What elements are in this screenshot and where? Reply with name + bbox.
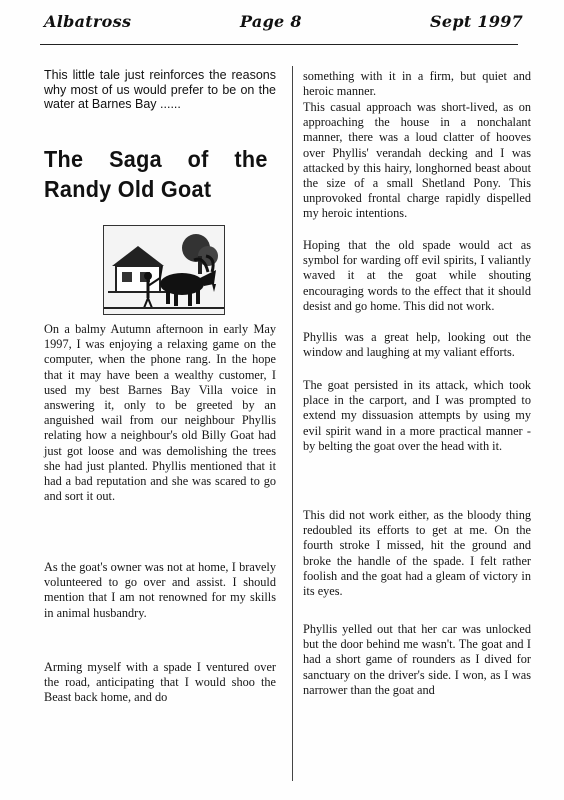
article-title-line-1: The Saga of the <box>44 146 268 172</box>
article-paragraph: Hoping that the old spade would act as symbol for warding off evil spirits, I valiantly waved it at the goat while shouting encouraging words to the effect that it should desist and go home. This did not work. <box>303 238 531 313</box>
newsletter-name: Albatross <box>44 12 132 31</box>
article-title <box>44 144 270 204</box>
article-paragraph: Phyllis was a great help, looking out the window and laughing at my valiant efforts. <box>303 330 531 360</box>
article-paragraph: This did not work either, as the bloody thing redoubled its efforts to get at me. On the fourth stroke I missed, hit the ground and broke the handle of the spade. I felt rather foolish and the goat had a gleam of victory in its eyes. <box>303 508 531 599</box>
article-title-line-2: Randy Old Goat <box>44 176 212 202</box>
article-paragraph: Arming myself with a spade I ventured over the road, anticipating that I would shoo the Beast back home, and do <box>44 660 276 705</box>
article-paragraph: This casual approach was short-lived, as on approaching the house in a nonchalant manner, there was a loud clatter of hooves over Phyllis' verandah decking and I was attacked by this hairy, longhorned beast about the size of a small Shetland Pony. This unprovoked frontal charge rapidly dispelled my heroic intentions. <box>303 100 531 221</box>
page-number: Page 8 <box>240 12 302 31</box>
article-paragraph: The goat persisted in its attack, which took place in the carport, and I was prompted to extend my dissuasion attempts by using my evil spirit wand in a more practical manner - by belting the goat over the head with it. <box>303 378 531 453</box>
article-paragraph: On a balmy Autumn afternoon in early May 1997, I was enjoying a relaxing game on the computer, when the phone rang. In the hope that it may have been a wealthy customer, I used my best Barnes Bay Villa voice in answering it, only to be greeted by an anguished wail from our neighbour Phyllis relating how a neighbour's old Billy Goat had just got loose and was demolishing the trees she had just planted. Phyllis mentioned that it had a bad reputation and she was scared to go and sort it out. <box>44 322 276 504</box>
article-paragraph: Phyllis yelled out that her car was unlocked but the door behind me wasn't. The goat and I had a short game of rounders as I dived for sanctuary on the driver's side. I won, as I was narrower than the goat and <box>303 622 531 697</box>
goat-illustration-icon <box>103 225 225 315</box>
column-divider <box>292 66 293 781</box>
header-rule <box>40 44 518 45</box>
article-paragraph: As the goat's owner was not at home, I bravely volunteered to go over and assist. I should mention that I am not renowned for my skills in animal husbandry. <box>44 560 276 620</box>
article-paragraph: something with it in a firm, but quiet and heroic manner. <box>303 69 531 99</box>
intro-paragraph: This little tale just reinforces the reasons why most of us would prefer to be on the water at Barnes Bay ...... <box>44 68 276 111</box>
issue-date: Sept 1997 <box>430 12 524 31</box>
